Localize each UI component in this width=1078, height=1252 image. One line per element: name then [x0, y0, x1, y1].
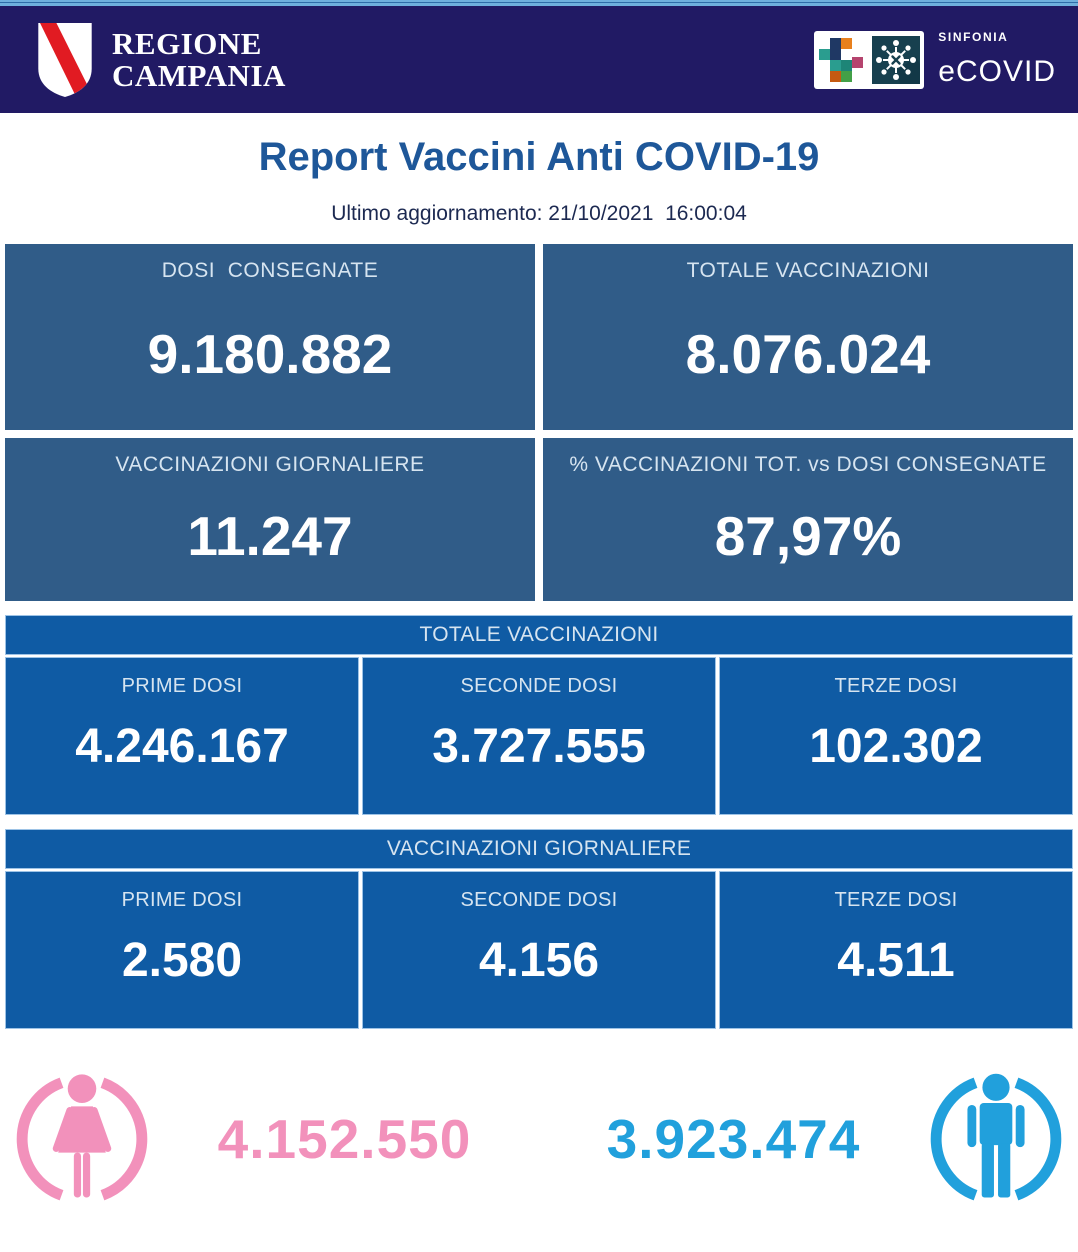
female-icon	[14, 1067, 150, 1211]
cell-terze-dosi	[719, 657, 1073, 815]
section-title: VACCINAZIONI GIORNALIERE	[5, 829, 1073, 869]
region-name-line1: REGIONE	[112, 25, 262, 61]
cell-label: TERZE DOSI	[834, 675, 958, 697]
cell-value: 4.246.167	[75, 719, 289, 773]
female-count: 4.152.550	[217, 1108, 472, 1170]
cell-terze-dosi	[719, 871, 1073, 1029]
cell-value: 4.511	[837, 933, 955, 987]
cell-prime-dosi	[5, 657, 359, 815]
cell-seconde-dosi	[362, 871, 716, 1029]
cell-label: PRIME DOSI	[121, 889, 243, 911]
kpi-value: 9.180.882	[147, 322, 393, 385]
sinfonia-logo-icon	[819, 36, 866, 83]
kpi-value: 87,97%	[714, 505, 902, 567]
cell-value: 3.727.555	[432, 719, 646, 773]
kpi-value: 11.247	[187, 505, 353, 567]
ecovid-label: eCOVID	[938, 55, 1056, 88]
campania-shield-icon	[34, 20, 96, 100]
kpi-value: 8.076.024	[685, 322, 931, 385]
brand-text	[938, 30, 1062, 89]
cell-label: TERZE DOSI	[834, 889, 958, 911]
app-header	[0, 6, 1078, 113]
cell-value: 102.302	[809, 719, 983, 773]
section-totale-vaccinazioni	[5, 615, 1073, 815]
cell-label: SECONDE DOSI	[460, 675, 618, 697]
kpi-card-dosi-consegnate	[5, 244, 535, 430]
kpi-label: % VACCINAZIONI TOT. vs DOSI CONSEGNATE	[569, 453, 1047, 476]
virus-icon	[872, 36, 920, 84]
region-name	[112, 25, 286, 93]
cell-value: 4.156	[478, 933, 600, 987]
male-count: 3.923.474	[606, 1108, 861, 1170]
kpi-card-grid	[5, 244, 1073, 601]
cell-prime-dosi	[5, 871, 359, 1029]
male-icon	[928, 1067, 1064, 1211]
sinfonia-label: SINFONIA	[938, 30, 1009, 44]
cell-label: PRIME DOSI	[121, 675, 243, 697]
kpi-label: DOSI CONSEGNATE	[161, 259, 379, 282]
gender-totals	[0, 1067, 1078, 1211]
cell-seconde-dosi	[362, 657, 716, 815]
section-columns	[5, 657, 1073, 815]
sinfonia-logo-box	[814, 31, 924, 89]
page-title: Report Vaccini Anti COVID-19	[258, 135, 820, 179]
kpi-label: VACCINAZIONI GIORNALIERE	[115, 453, 425, 476]
kpi-card-totale-vaccinazioni	[543, 244, 1073, 430]
kpi-card-percentuale	[543, 438, 1073, 601]
header-logos	[814, 30, 1062, 89]
section-title: TOTALE VACCINAZIONI	[5, 615, 1073, 655]
cell-value: 2.580	[121, 933, 243, 987]
kpi-label: TOTALE VACCINAZIONI	[686, 259, 930, 282]
cell-label: SECONDE DOSI	[460, 889, 618, 911]
section-vaccinazioni-giornaliere	[5, 829, 1073, 1029]
section-columns	[5, 871, 1073, 1029]
region-name-line2: CAMPANIA	[112, 57, 286, 93]
kpi-card-vaccinazioni-giornaliere	[5, 438, 535, 601]
last-updated: Ultimo aggiornamento: 21/10/2021 16:00:04	[331, 202, 747, 225]
